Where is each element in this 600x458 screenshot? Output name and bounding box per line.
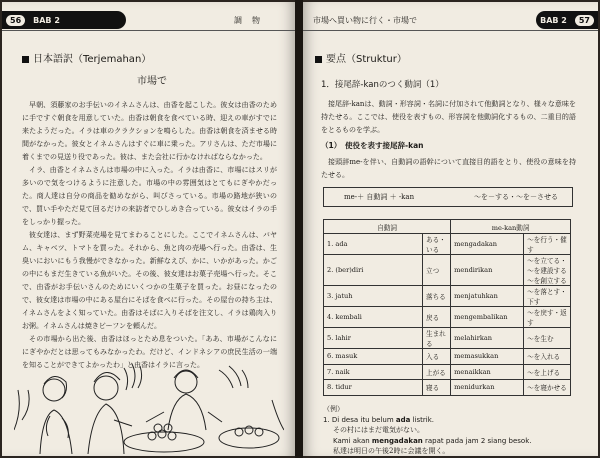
verb-table-row — [324, 364, 571, 380]
mekan-verb-meaning-cell: ～を戻す・返す — [524, 307, 571, 328]
verb-base-cell: 3. jatuh — [324, 286, 423, 307]
mekan-verb-cell: menidurkan — [451, 380, 524, 396]
example-keyword: mengadakan — [371, 436, 423, 445]
verb-table-row — [324, 380, 571, 396]
verb-table-body — [324, 234, 571, 396]
verb-base-cell: 2. (ber)diri — [324, 255, 423, 286]
mekan-verb-cell: menaikkan — [451, 364, 524, 380]
verb-table-row — [324, 307, 571, 328]
right-chapter-label: BAB 2 — [540, 15, 567, 25]
verb-base-cell: 6. masuk — [324, 349, 423, 365]
mekan-verb-cell: mengadakan — [451, 234, 524, 255]
example-keyword: ada — [395, 415, 411, 424]
translation-paragraph: 彼女達は、まず野菜売場を見てまわることにした。ここでイネムさんは、バヤム、キャベツ、トマトを買った。それから、魚と肉の売場へ行った。由香は、生臭いにおいにもう我慢ができなかった。新鮮なえび、かに、いかがあった。かごの中にもまだ生きている魚がいた。その後、彼女達はお菓子売場へ行った。そこで、由香がお手伝いさんのためにいくつかの生菓子を買った。お昼になったので、彼女達は市場の中にある屋台にそばを食べに行った。その屋台の持ち主は、イネムさんをよく知っていた。由香はそばに入りそばを注文し、イラは鶏肉入りお粥。イネムさんは焼きビーフンを頼んだ。 — [22, 231, 277, 330]
translation-paragraph: 早朝、須藤家のお手伝いのイネムさんは、由香を起こした。彼女は由香のために手ですぐ朝食を用意していた。由香は朝食を食べている時、迎えの車がすでに来たようだった。イラは車のクラクションを鳴らした。由香は朝食を済ませる時間がなかった。彼女とイネムさんはすぐに車に乗った。アリさんは、ただ市場に着くまでの見送り役であった。彼は、また会社に行かなければならなかった。 — [22, 101, 277, 161]
verb-base-meaning-cell: 上がる — [423, 364, 451, 380]
left-page — [2, 2, 295, 456]
mekan-verb-cell: mendirikan — [451, 255, 524, 286]
verb-table-row — [324, 234, 571, 255]
translation-paragraph: イラ、由香とイネムさんは市場の中に入った。イラは由香に、市場にはスリが多いので気をつけるように注意した。市場の中の雰囲気はとてもにぎやかだった。商人達は自分の商品を勧めながら、叫びさっている。市場の路地が狭いので、買い手やただ見て回るだけの来訪者でひしめき合っている。彼女はイラの手をしっかり握った。 — [22, 166, 277, 226]
verb-base-cell: 4. kembali — [324, 307, 423, 328]
left-chapter-label: BAB 2 — [33, 15, 60, 25]
left-running-title: 調 物 — [234, 16, 261, 25]
verb-base-meaning-cell: 入る — [423, 349, 451, 365]
verb-base-cell: 8. tidur — [324, 380, 423, 396]
mekan-verb-meaning-cell: ～を行う・催す — [524, 234, 571, 255]
example-label: （例） — [323, 405, 344, 413]
mekan-verb-meaning-cell: ～を上げる — [524, 364, 571, 380]
formula-meaning: ～を－する・～を－させる — [474, 193, 558, 201]
square-bullet-icon — [315, 56, 322, 63]
right-section-heading-text: 要点（Struktur） — [326, 54, 407, 65]
right-section-heading — [315, 50, 407, 65]
mekan-verb-meaning-cell: ～を入れる — [524, 349, 571, 365]
right-page — [303, 2, 598, 456]
left-section-heading-text: 日本語訳（Terjemahan） — [33, 54, 152, 65]
right-header-rule — [303, 30, 598, 31]
example-sentence — [323, 436, 531, 447]
verb-base-cell: 1. ada — [324, 234, 423, 255]
right-running-title: 市場へ買い物に行く・市場で — [313, 16, 417, 25]
point-description-text: 接頭辞me-を伴い、自動詞の語幹について直接目的語をとり、使役の意味を持たせる。 — [321, 158, 576, 179]
grammar-intro — [321, 98, 576, 137]
verb-table-header-intransitive: 自動詞 — [324, 220, 451, 234]
example-text: listrik. — [410, 415, 434, 424]
verb-base-meaning-cell: 立つ — [423, 255, 451, 286]
translation-body — [22, 99, 277, 372]
verb-table-row — [324, 328, 571, 349]
left-header-rule — [2, 30, 295, 31]
point-description — [321, 156, 576, 182]
left-page-number: 56 — [6, 15, 25, 26]
verb-base-cell: 7. naik — [324, 364, 423, 380]
translation-paragraph: その市場から出た後、由香はほっとため息をついた。「ああ、市場がこんなににぎやかだとは思ってもみなかったわ。だけど、インドネシアの庶民生活の一端を知ることができてよかったわ」と由香はイラに言った。 — [22, 335, 277, 369]
mekan-verb-meaning-cell: ～を寝かせる — [524, 380, 571, 396]
verb-table-row — [324, 286, 571, 307]
mekan-verb-meaning-cell: ～を生む — [524, 328, 571, 349]
verb-table-row — [324, 255, 571, 286]
mekan-verb-meaning-cell: ～を落とす・下す — [524, 286, 571, 307]
mekan-verb-cell: memasukkan — [451, 349, 524, 365]
right-header — [303, 11, 598, 29]
example-text: Kami akan — [333, 436, 372, 445]
verb-base-meaning-cell: 生まれる — [423, 328, 451, 349]
translation-title: 市場で — [137, 76, 167, 87]
left-header — [2, 11, 295, 29]
verb-table-row — [324, 349, 571, 365]
right-page-number: 57 — [575, 15, 594, 26]
examples — [323, 404, 531, 456]
example-translation: 私達は明日の午後2時に会議を開く。 — [333, 447, 450, 455]
grammar-subheading: 1．接尾辞-kanのつく動詞（1） — [321, 80, 444, 90]
point-heading: （1） 使役を表す接尾辞-kan — [321, 141, 424, 150]
verb-table-header-mekan: me-kan動詞 — [451, 220, 571, 234]
left-section-heading — [22, 50, 151, 65]
left-chapter-tab — [2, 11, 126, 29]
mekan-verb-meaning-cell: ～を立てる・～を建設する ～を創立する — [524, 255, 571, 286]
formula-box — [323, 187, 573, 207]
mekan-verb-cell: melahirkan — [451, 328, 524, 349]
example-translation: その村にはまだ電気がない。 — [333, 426, 424, 434]
square-bullet-icon — [22, 56, 29, 63]
verb-base-meaning-cell: 戻る — [423, 307, 451, 328]
verb-base-meaning-cell: 寝る — [423, 380, 451, 396]
mekan-verb-cell: mengembalikan — [451, 307, 524, 328]
verb-table-header-row — [324, 220, 571, 234]
example-sentence — [323, 415, 531, 426]
example-text: rapat pada jam 2 siang besok. — [422, 436, 532, 445]
formula-structure: me-＋ 自動詞 ＋ -kan — [344, 193, 415, 201]
book-gutter — [295, 0, 303, 458]
right-chapter-tab — [536, 11, 598, 29]
example-text: 1. Di desa itu belum — [323, 415, 396, 424]
verb-base-meaning-cell: 落ちる — [423, 286, 451, 307]
grammar-intro-text: 接尾辞-kanは、動詞・形容詞・名詞に付加されて他動詞となり、様々な意味を持たせる。ここでは、使役を表すもの、形容詞を他動詞化するもの、二重目的語をとるものを学ぶ。 — [321, 100, 576, 134]
verb-base-cell: 5. lahir — [324, 328, 423, 349]
market-illustration — [14, 360, 284, 454]
mekan-verb-cell: menjatuhkan — [451, 286, 524, 307]
verb-base-meaning-cell: ある・いる — [423, 234, 451, 255]
verb-table — [323, 219, 571, 396]
